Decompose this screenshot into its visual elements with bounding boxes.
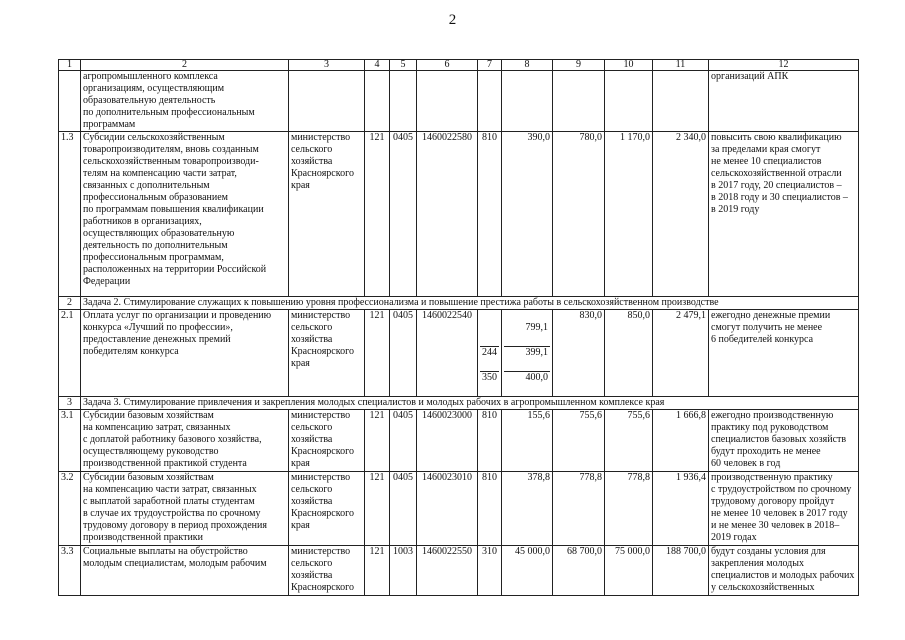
amount-2018 [553,71,605,132]
task-number: 2 [59,297,81,310]
program-activities-table [58,59,859,596]
executor: министерство сельского хозяйства Красноярского [289,546,365,596]
amount-2018: 830,0 [553,310,605,397]
amount-2017-item: 799,1 [525,322,548,333]
table-row [59,310,859,397]
code-vr [478,71,502,132]
amount-2018: 780,0 [553,132,605,297]
expected-result: повысить свою квалификацию за пределами края смогут не менее 10 специалистов сельскохозяйственной отрасли в 2017 году, 20 специалистов – в 2018 году и 30 специалистов – в 2019 году [709,132,859,297]
row-number: 2.1 [59,310,81,397]
executor [289,71,365,132]
code-rzpr [390,71,417,132]
expected-result: организаций АПК [709,71,859,132]
amount-2019: 850,0 [605,310,653,397]
task-number: 3 [59,397,81,410]
column-number: 6 [417,60,478,71]
column-number: 1 [59,60,81,71]
code-grbs: 121 [365,472,390,546]
table-row [59,472,859,546]
row-number: 3.3 [59,546,81,596]
executor: министерство сельского хозяйства Красноярского края [289,472,365,546]
column-number: 9 [553,60,605,71]
code-rzpr: 0405 [390,132,417,297]
executor: министерство сельского хозяйства Красноярского края [289,410,365,472]
column-number: 10 [605,60,653,71]
table-row [59,132,859,297]
code-vr: 310 [478,546,502,596]
code-csr: 1460022540 [417,310,478,397]
code-rzpr: 0405 [390,472,417,546]
task-row [59,297,859,310]
amount-2017: 390,0 [502,132,553,297]
row-number: 3.1 [59,410,81,472]
amount-2017-item: 399,1 [504,346,550,359]
column-number: 4 [365,60,390,71]
row-number: 1.3 [59,132,81,297]
code-vr: 810 [478,472,502,546]
code-grbs [365,71,390,132]
amount-2018: 68 700,0 [553,546,605,596]
activity-name: Социальные выплаты на обустройство молодым специалистам, молодым рабочим [81,546,289,596]
code-csr: 1460022550 [417,546,478,596]
code-vr: 810 [478,410,502,472]
code-vr [478,310,502,397]
code-csr: 1460022580 [417,132,478,297]
amount-2017 [502,310,553,397]
column-number: 11 [653,60,709,71]
code-csr [417,71,478,132]
table-row [59,546,859,596]
amount-2017 [502,71,553,132]
amount-2017-item: 400,0 [504,371,550,384]
amount-2019: 755,6 [605,410,653,472]
amount-2017: 378,8 [502,472,553,546]
amount-2019 [605,71,653,132]
expected-result: ежегодно производственную практику под руководством специалистов базовых хозяйств будут проходить не менее 60 человек в год [709,410,859,472]
amount-total: 1 666,8 [653,410,709,472]
code-rzpr: 1003 [390,546,417,596]
executor: министерство сельского хозяйства Красноярского края [289,310,365,397]
row-number: 3.2 [59,472,81,546]
column-number: 7 [478,60,502,71]
task-row [59,397,859,410]
expected-result: производственную практику с трудоустройством по срочному трудовому договору пройдут не менее 10 человек в 2017 году и не менее 30 человек в 2018– 2019 годах [709,472,859,546]
amount-total [653,71,709,132]
amount-total: 1 936,4 [653,472,709,546]
code-grbs: 121 [365,410,390,472]
activity-name: Оплата услуг по организации и проведению конкурса «Лучший по профессии», предоставление денежных премий победителям конкурса [81,310,289,397]
table-row [59,71,859,132]
expected-result: ежегодно денежные премии смогут получить не менее 6 победителей конкурса [709,310,859,397]
amount-2019: 778,8 [605,472,653,546]
code-vr-item: 244 [482,347,497,358]
column-number: 8 [502,60,553,71]
amount-total: 2 479,1 [653,310,709,397]
code-vr-item [480,322,499,334]
column-number: 3 [289,60,365,71]
task-title: Задача 3. Стимулирование привлечения и закрепления молодых специалистов и молодых рабочих в агропромышленном комплексе края [81,397,859,410]
amount-2017: 155,6 [502,410,553,472]
amount-total: 188 700,0 [653,546,709,596]
amount-2019: 1 170,0 [605,132,653,297]
code-grbs: 121 [365,132,390,297]
task-title: Задача 2. Стимулирование служащих к повышению уровня профессионализма и повышение престижа работы в сельскохозяйственном производстве [81,297,859,310]
row-number [59,71,81,132]
activity-name: Субсидии базовым хозяйствам на компенсацию затрат, связанных с доплатой работнику базового хозяйства, осуществляющему руководство производственной практикой студента [81,410,289,472]
column-number-row [59,60,859,71]
code-rzpr: 0405 [390,310,417,397]
code-csr: 1460023010 [417,472,478,546]
column-number: 5 [390,60,417,71]
amount-2018: 755,6 [553,410,605,472]
code-vr-item: 350 [482,372,497,383]
column-number: 2 [81,60,289,71]
code-grbs: 121 [365,546,390,596]
page-number: 2 [448,12,457,28]
activity-name: Субсидии сельскохозяйственным товаропроизводителям, вновь созданным сельскохозяйственным товаропроизводи- телям на компенсацию части затрат, связанных с дополнительным профессиональным образованием по программам повышения квалификации работников в организациях, осуществляющих образовательную деятельность по дополнительным профессиональным программам, расположенных на территории Российской Федерации [81,132,289,297]
amount-2017: 45 000,0 [502,546,553,596]
expected-result: будут созданы условия для закрепления молодых специалистов и молодых рабочих у сельскохозяйственных [709,546,859,596]
code-vr: 810 [478,132,502,297]
activity-name: Субсидии базовым хозяйствам на компенсацию части затрат, связанных с выплатой заработной платы студентам в случае их трудоустройства по срочному трудовому договору в период прохождения производственной практики [81,472,289,546]
amount-2018: 778,8 [553,472,605,546]
table-row [59,410,859,472]
activity-name: агропромышленного комплекса организациям, осуществляющим образовательную деятельность по дополнительным профессиональным программам [81,71,289,132]
column-number: 12 [709,60,859,71]
amount-2019: 75 000,0 [605,546,653,596]
code-rzpr: 0405 [390,410,417,472]
code-csr: 1460023000 [417,410,478,472]
code-grbs: 121 [365,310,390,397]
executor: министерство сельского хозяйства Красноярского края [289,132,365,297]
amount-total: 2 340,0 [653,132,709,297]
